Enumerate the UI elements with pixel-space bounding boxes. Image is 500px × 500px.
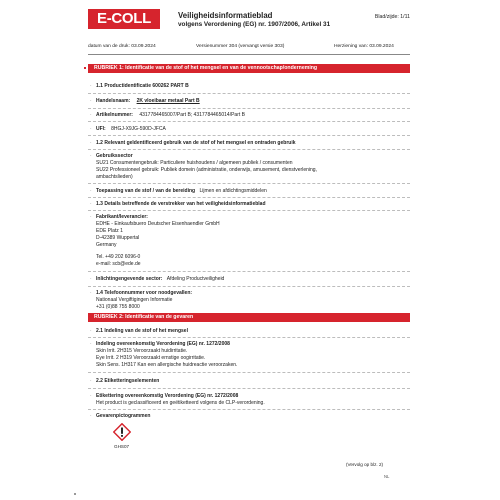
section-1-header: RUBRIEK 1: Identificatie van de stof of het mengsel en van de vennootschap/onderneming (88, 64, 410, 73)
divider (88, 210, 410, 211)
divider (88, 149, 410, 150)
hazard-h315-row (96, 348, 188, 354)
bullet: · (90, 98, 92, 104)
document-title: Veiligheidsinformatieblad (178, 11, 273, 20)
pictogram-label: Gevarenpictogrammen (96, 413, 151, 419)
version-number: Versienummer 304 (vervangt versie 303) (196, 44, 285, 49)
hazard-h315-statement: H315 Veroorzaakt huidirritatie. (120, 348, 188, 354)
bullet: · (90, 276, 92, 282)
print-date: datum van de druk: 03.09.2024 (88, 44, 156, 49)
bullet: · (90, 83, 92, 89)
bullet: · (90, 341, 92, 347)
emergency-phone: +31 (0)88 755 8000 (96, 304, 140, 310)
section-2-2-heading: 2.2 Etiketteringselementen (96, 378, 160, 384)
hazard-h319-category: Eye Irrit. 2 (96, 355, 119, 361)
application-label: Toepassing van de stof / van de bereiding (96, 188, 196, 194)
manufacturer-label: Fabrikant/leverancier: (96, 214, 148, 220)
divider (88, 197, 410, 198)
classification-label: Indeling overeenkomstig Verordening (EG) nr. 1272/2008 (96, 341, 230, 347)
divider (88, 93, 410, 94)
divider (88, 337, 410, 338)
language-code: NL (384, 474, 390, 479)
header-divider (88, 54, 410, 55)
article-number-row (96, 112, 245, 118)
ufi-row (96, 126, 166, 132)
manufacturer-phone: Tel. +49 202 6096-0 (96, 254, 141, 260)
labelling-value: Het product is geclassificeerd en geëtiketteerd volgens de CLP-verordening. (96, 400, 265, 406)
document-subtitle: volgens Verordening (EG) nr. 1907/2006, Artikel 31 (178, 21, 331, 28)
manufacturer-name: EDHE - Einkaufsbuero Deutscher Eisenhaendler GmbH (96, 221, 220, 227)
su21-line: SU21 Consumentengebruik: Particuliere huishoudens / algemeen publiek / consumenten (96, 160, 293, 166)
continued-note: (Vervolg op blz. 2) (346, 462, 384, 467)
section-2-header: RUBRIEK 2: Identificatie van de gevaren (88, 313, 410, 322)
hazard-h315-category: Skin Irrit. 2 (96, 348, 120, 354)
manufacturer-country: Germany (96, 242, 117, 248)
divider (88, 271, 410, 272)
bullet: · (90, 153, 92, 159)
bullet: · (90, 290, 92, 296)
section-1-4-heading: 1.4 Telefoonnummer voor noodgevallen: (96, 290, 193, 296)
labelling-label: Etikettering overeenkomstig Verordening (EG) nr. 1272/2008 (96, 393, 239, 399)
article-number-value: 4317784465007/Part B; 4317784465014/Part B (139, 112, 245, 118)
ghs07-exclamation-icon (113, 423, 131, 441)
manufacturer-street: EDE Platz 1 (96, 228, 123, 234)
section-1-1-heading: 1.1 Productidentificatie 600262 PART B (96, 83, 189, 89)
hazard-h317-statement: H317 Kan een allergische huidreactie veroorzaken. (124, 362, 238, 368)
info-sector-value: Afdeling Productveiligheid (166, 276, 225, 282)
info-sector-row (96, 276, 224, 282)
use-sector-label: Gebruikssector (96, 153, 133, 159)
emergency-center: Nationaal Vergiftigingen Informatie (96, 297, 173, 303)
bullet: · (90, 214, 92, 220)
su22-line: SU22 Professioneel gebruik: Publiek domein (administratie, onderwijs, amusement, dienstverlening, (96, 167, 317, 173)
hazard-h319-row (96, 355, 206, 361)
bullet: · (90, 413, 92, 419)
ecoll-logo: E-COLL (88, 9, 160, 29)
bullet: · (90, 188, 92, 194)
corner-mark (74, 493, 76, 495)
manufacturer-email[interactable]: e-mail: scb@ede.de (96, 261, 141, 267)
section-1-2-heading: 1.2 Relevant geïdentificeerd gebruik van de stof of het mengsel en ontraden gebruik (96, 140, 296, 146)
divider (88, 183, 410, 184)
bullet: · (90, 140, 92, 146)
page-number: Blad/zijde: 1/11 (374, 14, 410, 20)
hazard-h317-category: Skin Sens. 1 (96, 362, 125, 368)
ghs-code: GHS07 (114, 444, 130, 449)
revision-date: Herziening van: 03.09.2024 (334, 44, 394, 49)
ufi-value: 8HGJ-X9JG-590D-JFCA (111, 126, 166, 132)
bullet: · (90, 112, 92, 118)
trade-name-value: 2K vloeibaar metaal Part B (136, 98, 200, 104)
divider (88, 388, 410, 389)
hazard-h319-statement: H319 Veroorzaakt ernstige oogirritatie. (120, 355, 206, 361)
section-2-1-heading: 2.1 Indeling van de stof of het mengsel (96, 328, 188, 334)
bullet: · (90, 393, 92, 399)
application-value: Lijmen en afdichtingsmiddelen (199, 188, 267, 194)
hazard-h317-row (96, 362, 238, 368)
manufacturer-city: D-42389 Wuppertal (96, 235, 140, 241)
section-1-3-heading: 1.3 Details betreffende de verstrekker van het veiligheidsinformatieblad (96, 201, 266, 207)
su22-line-cont: ambachtslieden) (96, 174, 133, 180)
article-number-label: Artikelnummer: (96, 112, 133, 118)
divider (88, 135, 410, 136)
divider (88, 372, 410, 373)
bullet: · (90, 201, 92, 207)
bullet: · (90, 328, 92, 334)
divider (88, 108, 410, 109)
divider (88, 121, 410, 122)
divider (88, 286, 410, 287)
ufi-label: UFI: (96, 126, 106, 132)
trade-name-row (96, 98, 200, 104)
divider (88, 409, 410, 410)
section-marker (84, 67, 86, 69)
trade-name-label: Handelsnaam: (96, 98, 131, 104)
bullet: · (90, 126, 92, 132)
info-sector-label: Inlichtingengevende sector: (96, 276, 163, 282)
application-row (96, 188, 267, 194)
bullet: · (90, 378, 92, 384)
